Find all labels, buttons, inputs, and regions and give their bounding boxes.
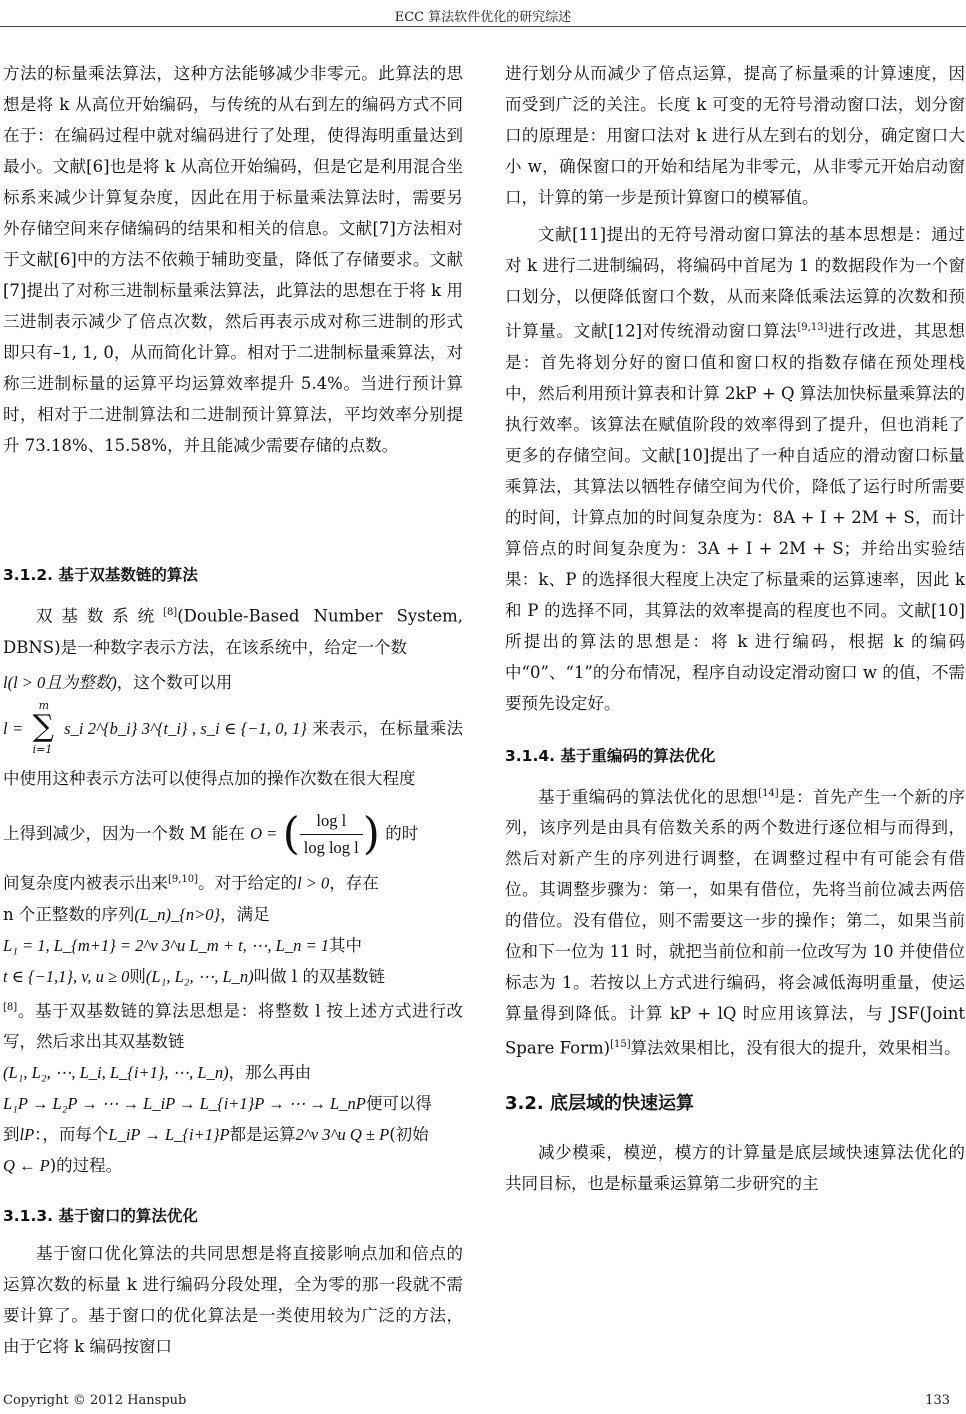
text: 的时 <box>385 824 419 843</box>
right-paragraph-2 <box>505 219 965 719</box>
left-paragraph-1: 方法的标量乘法算法，这种方法能够减少非零元。此算法的思想是将 k 从高位开始编码，与传统的从右到左的编码方式不同在于：在编码过程中就对编码进行了处理，使得海明重量达到最小。文献[6]也是将 k 从高位开始编码，但是它是利用混合坐标系来减少计算复杂度，因此在用于标量乘法算法时，需要另外存储空间来存储编码的结果和相关的信息。文献[7]方法相对于文献[6]中的方法不依赖于辅助变量，降低了存储要求。文献[7]提出了对称三进制标量乘法算法，此算法的思想在于将 k 用三进制表示减少了倍点次数，然后再表示成对称三进制的形式即只有–1, 1, 0，从而简化计算。相对于二进制标量乘算法，对称三进制标量的运算平均运算效率提升 5.4%。当进行预计算时，相对于二进制算法和二进制预计算算法，平均效率分别提升 73.18%、15.58%，并且能减少需要存储的点数。 <box>3 64 463 455</box>
text: 其中 <box>328 935 362 955</box>
equation: L₁ = 1, L_{m+1} = 2^v 3^u L_m + t, ⋯, L_n = 1 <box>3 935 329 955</box>
equation: Q ← P <box>3 1156 50 1175</box>
dbns-sum-line <box>3 699 464 805</box>
recoding-paragraph <box>505 778 965 1064</box>
section-heading-3-2: 3.2. 底层域的快速运算 <box>505 1092 694 1114</box>
equation: 2^v 3^u Q ± P <box>295 1125 390 1144</box>
text: 来表示，在标量乘法中使用这种表示方法可以使得点加的操作次数在很大程度 <box>3 718 464 788</box>
equation: l > 0 <box>297 873 330 893</box>
right-paragraph-1: 进行划分从而减少了倍点运算，提高了标量乘的计算速度，因而受到广泛的关注。长度 k 可变的无符号滑动窗口法，划分窗口的原理是：用窗口法对 k 进行从左到右的划分，确定窗口大小 w，确保窗口的开始和结尾为非零元，从非零元开始启动窗口，计算的第一步是预计算窗口的模幂值。 <box>505 64 965 207</box>
text: 到 <box>3 1125 20 1144</box>
text: (初始 <box>389 1125 429 1144</box>
equation: L_iP → L_{i+1}P <box>108 1125 230 1144</box>
complexity-line <box>3 806 463 862</box>
equation: (L₁, L₂, ⋯, L_i, L_{i+1}, ⋯, L_n) <box>3 1063 229 1082</box>
equation: (L_n)_{n>0} <box>134 904 221 924</box>
fraction <box>300 808 363 861</box>
text: ，存在 <box>329 873 379 893</box>
text: ，这个数可以用 <box>116 672 233 692</box>
citation: [8] <box>3 1001 18 1013</box>
section-heading-3-1-2: 3.1.2. 基于双基数链的算法 <box>3 566 198 584</box>
copyright: Copyright © 2012 Hanspub <box>3 1393 187 1408</box>
sum-lower-limit: i=1 <box>32 743 53 756</box>
text: 。对于给定的 <box>198 873 298 893</box>
text: )的过程。 <box>49 1156 123 1175</box>
text: 间复杂度内被表示出来 <box>3 873 168 893</box>
section-heading-3-1-3: 3.1.3. 基于窗口的算法优化 <box>3 1207 198 1225</box>
integer-condition-line <box>3 667 463 698</box>
field-ops-paragraph: 减少模乘，模逆，模方的计算量是底层域快速算法优化的共同目标，也是标量乘运算第二步研究的主 <box>505 1142 965 1193</box>
equation: lP <box>19 1125 35 1144</box>
text: 都是运算 <box>229 1125 296 1144</box>
header-divider <box>0 26 966 27</box>
text: ，满足 <box>220 904 270 924</box>
text: 进行改进，其思想是：首先将划分好的窗口值和窗口权的指数存储在预处理栈中，然后利用预计算表和计算 2kP + Q 算法加快标量乘算法的执行效率。该算法在赋值阶段的效率得到了提升，但也消耗了更多的存储空间。文献[10]提出了一种自适应的滑动窗口标量乘算法，其算法以牺牲存储空间为代价，降低了运行时所需要的时间，计算点加的时间复杂度为：8A + I + 2M + S，而计算倍点的时间复杂度为：3A + I + 2M + S；并给出实验结果：k、P 的选择很大程度上决定了标量乘的运算速率，因此 k 和 P 的选择不同，其算法的效率提高的程度也不同。文献[10]所提出的算法的思想是：将 k 进行编码，根据 k 的编码中“0”、“1”的分布情况，程序自动设定滑动窗口 w 的值，不需要预先设定好。 <box>505 321 965 713</box>
equation-body: s_i 2^{b_i} 3^{t_i} , s_i ∈ {−1, 0, 1} <box>64 718 307 738</box>
text: 算法效果相比，没有很大的提升，效果相当。 <box>630 1038 961 1058</box>
text: 叫做 l 的双基数链 <box>253 966 385 986</box>
text: 基于重编码的算法优化的思想 <box>538 787 759 806</box>
window-paragraph: 基于窗口优化算法的共同思想是将直接影响点加和倍点的运算次数的标量 k 进行编码分段处理，全为零的那一段就不需要计算了。基于窗口的优化算法是一类使用较为广泛的方法，由于它将 k 编码按窗口 <box>3 1244 463 1356</box>
text: 。基于双基数链的算法思想是：将整数 l 按上述方式进行改写，然后求出其双基数链 <box>3 1001 463 1051</box>
big-o: O = <box>250 824 278 843</box>
section-heading-3-1-4: 3.1.4. 基于重编码的算法优化 <box>505 746 716 765</box>
equation: L₁P → L₂P → ⋯ → L_iP → L_{i+1}P → ⋯ → L_nP <box>3 1094 366 1113</box>
right-paren: ) <box>362 808 380 860</box>
dbns-body <box>3 864 463 1181</box>
text: ：，而每个 <box>34 1125 109 1144</box>
sum-upper-limit: m <box>38 699 50 712</box>
text: 是：首先产生一个新的序列，该序列是由具有倍数关系的两个数进行逐位相与而得到，然后对新产生的序列进行调整，在调整过程中有可能会有借位。其调整步骤为：第一，如果有借位，先将当前位减去两倍的借位。没有借位，则不需要这一步的操作；第二，如果当前位和下一位为 11 时，就把当前位和前一位改写为 10 并使借位标志为 1。若按以上方式进行编码，将会减低海明重量，使运算量得到降低。计算 kP + lQ 时应用该算法，与 JSF(Joint Spare Form) <box>505 787 966 1058</box>
text: 文献[11]提出的无符号滑动窗口算法的基本思想是：通过对 k 进行二进制编码，将编码中首尾为 1 的数据段作为一个窗口划分，以便降低窗口个数，从而来降低乘法运算的次数和预计算量。文献[12]对传统滑动窗口算法 <box>505 225 965 341</box>
text: n 个正整数的序列 <box>3 904 135 924</box>
sigma-icon: ∑ <box>32 709 55 744</box>
text: 上得到减少，因为一个数 M 能在 <box>3 824 245 843</box>
page-number: 133 <box>925 1393 950 1408</box>
equation-lhs: l = <box>3 718 24 738</box>
text: ，那么再由 <box>228 1063 312 1082</box>
left-column <box>3 58 463 1362</box>
right-column <box>505 58 965 1199</box>
citation: [9,10] <box>168 874 199 885</box>
text: 双基数系统 <box>36 606 164 626</box>
citation: [8] <box>163 607 178 618</box>
citation: [14] <box>758 787 779 799</box>
dbns-intro <box>3 597 463 663</box>
text: 则 <box>129 966 146 986</box>
equation: t ∈ {−1,1}, v, u ≥ 0 <box>3 966 130 986</box>
fraction-numerator: log l <box>300 808 363 835</box>
text: (Double-Based Number System, DBNS)是一种数字表示方法，在该系统中，给定一个数 <box>3 606 463 657</box>
running-header: ECC 算法软件优化的研究综述 <box>394 10 572 25</box>
text: 便可以得 <box>365 1094 432 1113</box>
citation: [15] <box>610 1039 631 1050</box>
equation: l(l > 0且为整数) <box>3 672 117 692</box>
fraction-denominator: log log l <box>303 838 359 857</box>
equation: (L₁, L₂, ⋯, L_n) <box>145 966 254 986</box>
left-paren: ( <box>282 808 300 860</box>
citation: [9,13] <box>797 322 828 333</box>
sum-symbol <box>29 699 59 756</box>
